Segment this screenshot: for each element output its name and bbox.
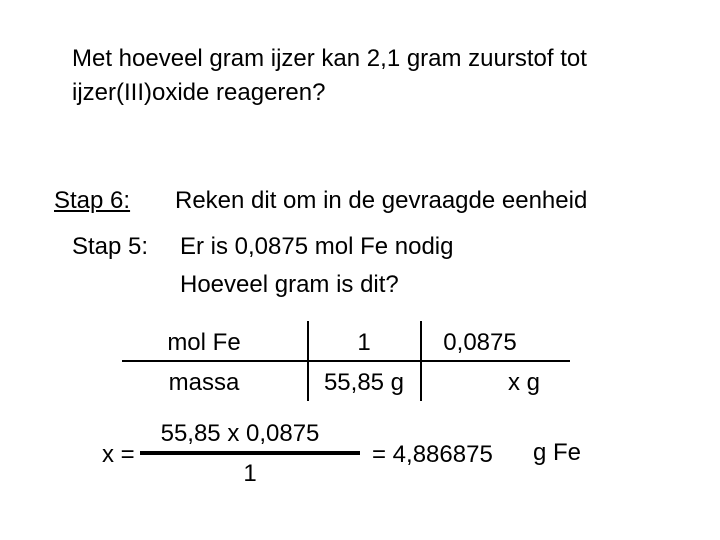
table-horizontal-divider	[122, 360, 570, 362]
step5-line1: Er is 0,0875 mol Fe nodig	[180, 233, 454, 260]
calc-unit: g Fe	[533, 439, 582, 466]
step6-label: Stap 6:	[54, 187, 131, 214]
step6-text: Reken dit om in de gevraagde eenheid	[175, 187, 588, 214]
table-vertical-divider-1	[307, 321, 309, 401]
calc-result: = 4,886875	[372, 441, 493, 468]
question-text: Met hoeveel gram ijzer kan 2,1 gram zuurstof tot ijzer(III)oxide reageren?	[72, 45, 587, 106]
fraction-denominator: 1	[243, 460, 257, 487]
row-label-massa: massa	[168, 369, 240, 396]
table-vertical-divider-2	[420, 321, 422, 401]
cell-mol-unknown: 0,0875	[443, 329, 517, 356]
fraction-bar	[140, 451, 360, 455]
cell-massa-unknown: x g	[507, 369, 540, 396]
calc-lhs: x =	[102, 441, 135, 468]
cell-massa-known: 55,85 g	[323, 369, 405, 396]
step5-line2: Hoeveel gram is dit?	[180, 271, 399, 298]
row-label-mol: mol Fe	[167, 329, 241, 356]
cell-mol-known: 1	[357, 329, 371, 356]
step5-label: Stap 5:	[72, 233, 149, 260]
fraction-numerator: 55,85 x 0,0875	[160, 420, 320, 447]
